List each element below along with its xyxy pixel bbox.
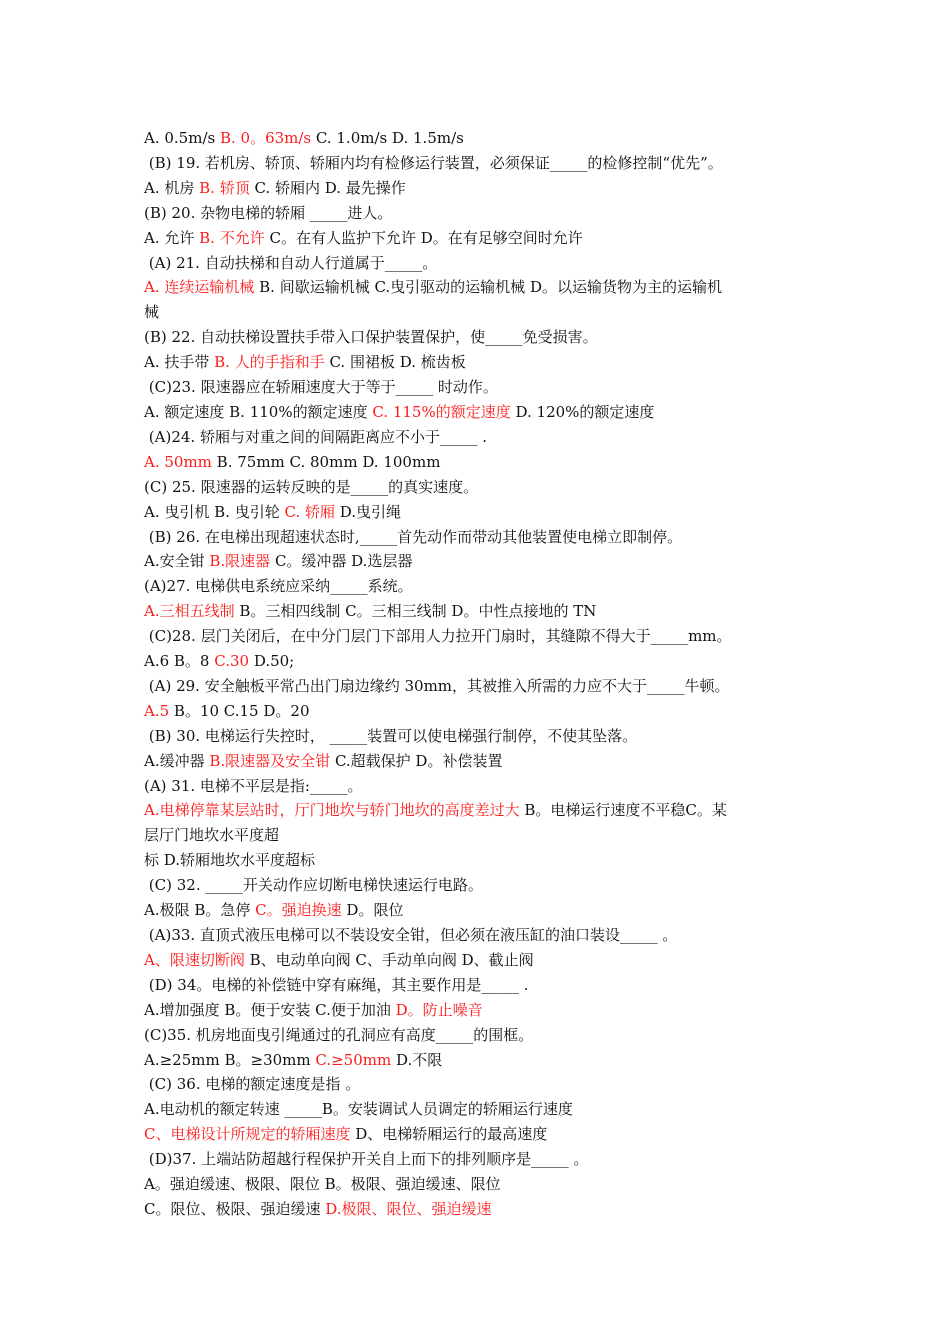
answer-highlight: B.限速器: [209, 552, 271, 571]
answer-highlight: A.5: [144, 701, 170, 720]
text-segment: (C) 36. 电梯的额定速度是指 。: [144, 1075, 361, 1094]
text-line: [144, 898, 814, 923]
text-segment: C。限位、极限、强迫缓速: [144, 1199, 326, 1218]
text-segment: (D) 34。电梯的补偿链中穿有麻绳，其主要作用是_____ .: [144, 975, 529, 994]
text-segment: C。缓冲器 D.选层器: [270, 552, 413, 571]
answer-highlight: B. 人的手指和手: [214, 353, 325, 372]
text-segment: C. 1.0m/s D. 1.5m/s: [311, 129, 464, 147]
text-segment: (C)35. 机房地面曳引绳通过的孔洞应有高度_____的围框。: [144, 1025, 534, 1044]
text-line: [144, 724, 814, 749]
answer-highlight: A、限速切断阀: [144, 950, 245, 969]
text-segment: 械: [144, 303, 160, 322]
text-line: [144, 923, 814, 948]
answer-highlight: A. 50mm: [144, 452, 212, 471]
text-segment: (A) 29. 安全触板平常凸出门扇边缘约 30mm，其被推入所需的力应不大于_____牛顿。: [144, 676, 730, 695]
text-segment: A. 曳引机 B. 曳引轮: [144, 502, 285, 521]
text-line: [144, 848, 814, 873]
text-line: [144, 1197, 814, 1222]
text-segment: A. 额定速度 B. 110%的额定速度: [144, 402, 373, 421]
answer-highlight: B. 轿顶: [199, 178, 250, 197]
text-segment: D.曳引绳: [334, 502, 401, 521]
text-segment: (B) 20. 杂物电梯的轿厢 _____进人。: [144, 203, 393, 222]
text-line: [144, 948, 814, 973]
answer-highlight: B. 不允许: [199, 228, 265, 247]
text-segment: B. 间歇运输机械 C.曳引驱动的运输机械 D。以运输货物为主的运输机: [254, 278, 722, 297]
text-line: [144, 1172, 814, 1197]
text-segment: C。在有人监护下允许 D。在有足够空间时允许: [264, 228, 583, 247]
text-line: [144, 1072, 814, 1097]
text-line: [144, 226, 814, 251]
text-line: [144, 176, 814, 201]
text-line: [144, 126, 814, 151]
text-segment: (C)23. 限速器应在轿厢速度大于等于_____ 时动作。: [144, 378, 498, 397]
text-line: [144, 649, 814, 674]
text-line: [144, 549, 814, 574]
answer-highlight: C.30: [214, 652, 250, 671]
text-line: [144, 823, 814, 848]
text-segment: 层厅门地坎水平度超: [144, 826, 280, 845]
text-line: [144, 749, 814, 774]
text-line: [144, 798, 814, 823]
text-segment: (A)33. 直顶式液压电梯可以不装设安全钳，但必须在液压缸的油口装设_____ 。: [144, 926, 678, 944]
text-segment: (C) 25. 限速器的运转反映的是_____的真实速度。: [144, 477, 479, 496]
answer-highlight: B.限速器及安全钳: [209, 751, 331, 770]
question-list: [144, 126, 814, 1222]
text-line: [144, 574, 814, 599]
text-line: [144, 1097, 814, 1122]
text-segment: (A) 31. 电梯不平层是指:_____。: [144, 776, 363, 795]
text-line: [144, 624, 814, 649]
text-segment: A.电动机的额定转速 _____B。安装调试人员调定的轿厢运行速度: [144, 1100, 573, 1119]
text-segment: B. 75mm C. 80mm D. 100mm: [211, 452, 441, 471]
answer-highlight: A.三相五线制: [144, 602, 235, 621]
answer-highlight: C。强迫换速: [255, 901, 342, 920]
text-line: [144, 475, 814, 500]
text-segment: (A)24. 轿厢与对重之间的间隔距离应不小于_____ .: [144, 427, 487, 446]
text-segment: B。10 C.15 D。20: [169, 701, 310, 720]
answer-highlight: C. 115%的额定速度: [372, 402, 511, 421]
answer-highlight: A. 连续运输机械: [144, 278, 255, 297]
text-line: [144, 1147, 814, 1172]
answer-highlight: C. 轿厢: [284, 502, 335, 521]
text-segment: A。强迫缓速、极限、限位 B。极限、强迫缓速、限位: [144, 1175, 501, 1194]
text-line: [144, 699, 814, 724]
text-segment: (A)27. 电梯供电系统应采纳_____系统。: [144, 577, 413, 596]
text-segment: A.缓冲器: [144, 751, 210, 770]
text-segment: A. 机房: [144, 178, 200, 197]
text-segment: (B) 22. 自动扶梯设置扶手带入口保护装置保护，使_____免受损害。: [144, 328, 598, 347]
answer-highlight: C、电梯设计所规定的轿厢速度: [144, 1125, 351, 1144]
text-segment: B、电动单向阀 C、手动单向阀 D、截止阀: [244, 950, 534, 969]
text-line: [144, 325, 814, 350]
text-line: [144, 300, 814, 325]
text-segment: (A) 21. 自动扶梯和自动人行道属于_____。: [144, 253, 438, 272]
text-segment: (C) 32. _____开关动作应切断电梯快速运行电路。: [144, 876, 483, 895]
text-segment: D。限位: [341, 901, 404, 920]
text-segment: C. 围裙板 D. 梳齿板: [324, 353, 466, 372]
text-segment: A. 扶手带: [144, 353, 215, 372]
text-line: [144, 375, 814, 400]
text-segment: (D)37. 上端站防超越行程保护开关自上而下的排列顺序是_____ 。: [144, 1150, 589, 1169]
text-line: [144, 1122, 814, 1147]
text-line: [144, 450, 814, 475]
text-segment: A.安全钳: [144, 552, 210, 571]
text-segment: D、电梯轿厢运行的最高速度: [350, 1125, 548, 1144]
text-line: [144, 774, 814, 799]
answer-highlight: D.极限、限位、强迫缓速: [325, 1199, 492, 1218]
text-segment: D.50;: [249, 652, 295, 671]
text-segment: A.极限 B。急停: [144, 901, 256, 920]
text-line: [144, 425, 814, 450]
text-segment: A. 允许: [144, 228, 200, 247]
answer-highlight: B. 0。63m/s: [219, 129, 312, 147]
text-segment: C. 轿厢内 D. 最先操作: [249, 178, 406, 197]
text-segment: D.不限: [391, 1050, 443, 1069]
text-segment: B。电梯运行速度不平稳C。某: [519, 801, 727, 820]
text-line: [144, 1048, 814, 1073]
text-segment: A.≥25mm B。≥30mm: [144, 1050, 316, 1069]
text-line: [144, 275, 814, 300]
text-line: [144, 973, 814, 998]
text-line: [144, 201, 814, 226]
answer-highlight: A.电梯停靠某层站时，厅门地坎与轿门地坎的高度差过大: [144, 801, 520, 820]
text-line: [144, 400, 814, 425]
text-segment: (B) 30. 电梯运行失控时， _____装置可以使电梯强行制停，不使其坠落。: [144, 726, 638, 745]
text-line: [144, 251, 814, 276]
text-line: [144, 599, 814, 624]
text-line: [144, 674, 814, 699]
text-line: [144, 500, 814, 525]
text-line: [144, 998, 814, 1023]
text-line: [144, 350, 814, 375]
text-segment: A. 0.5m/s: [144, 129, 220, 147]
text-segment: D. 120%的额定速度: [510, 402, 655, 421]
text-line: [144, 151, 814, 176]
text-segment: 标 D.轿厢地坎水平度超标: [144, 851, 316, 870]
text-segment: B。三相四线制 C。三相三线制 D。中性点接地的 TN: [234, 602, 597, 621]
answer-highlight: D。防止噪音: [395, 1000, 483, 1019]
text-line: [144, 1023, 814, 1048]
text-segment: (B) 26. 在电梯出现超速状态时,_____首先动作而带动其他装置使电梯立即制停。: [144, 527, 683, 546]
answer-highlight: C.≥50mm: [315, 1050, 392, 1069]
text-line: [144, 525, 814, 550]
text-segment: (C)28. 层门关闭后，在中分门层门下部用人力拉开门扇时，其缝隙不得大于_____mm。: [144, 627, 732, 646]
text-line: [144, 873, 814, 898]
text-segment: (B) 19. 若机房、轿顶、轿厢内均有检修运行装置，必须保证_____的检修控制“优先”。: [144, 153, 723, 172]
text-segment: C.超载保护 D。补偿装置: [330, 751, 503, 770]
text-segment: A.增加强度 B。便于安装 C.便于加油: [144, 1000, 396, 1019]
text-segment: A.6 B。8: [144, 652, 215, 671]
